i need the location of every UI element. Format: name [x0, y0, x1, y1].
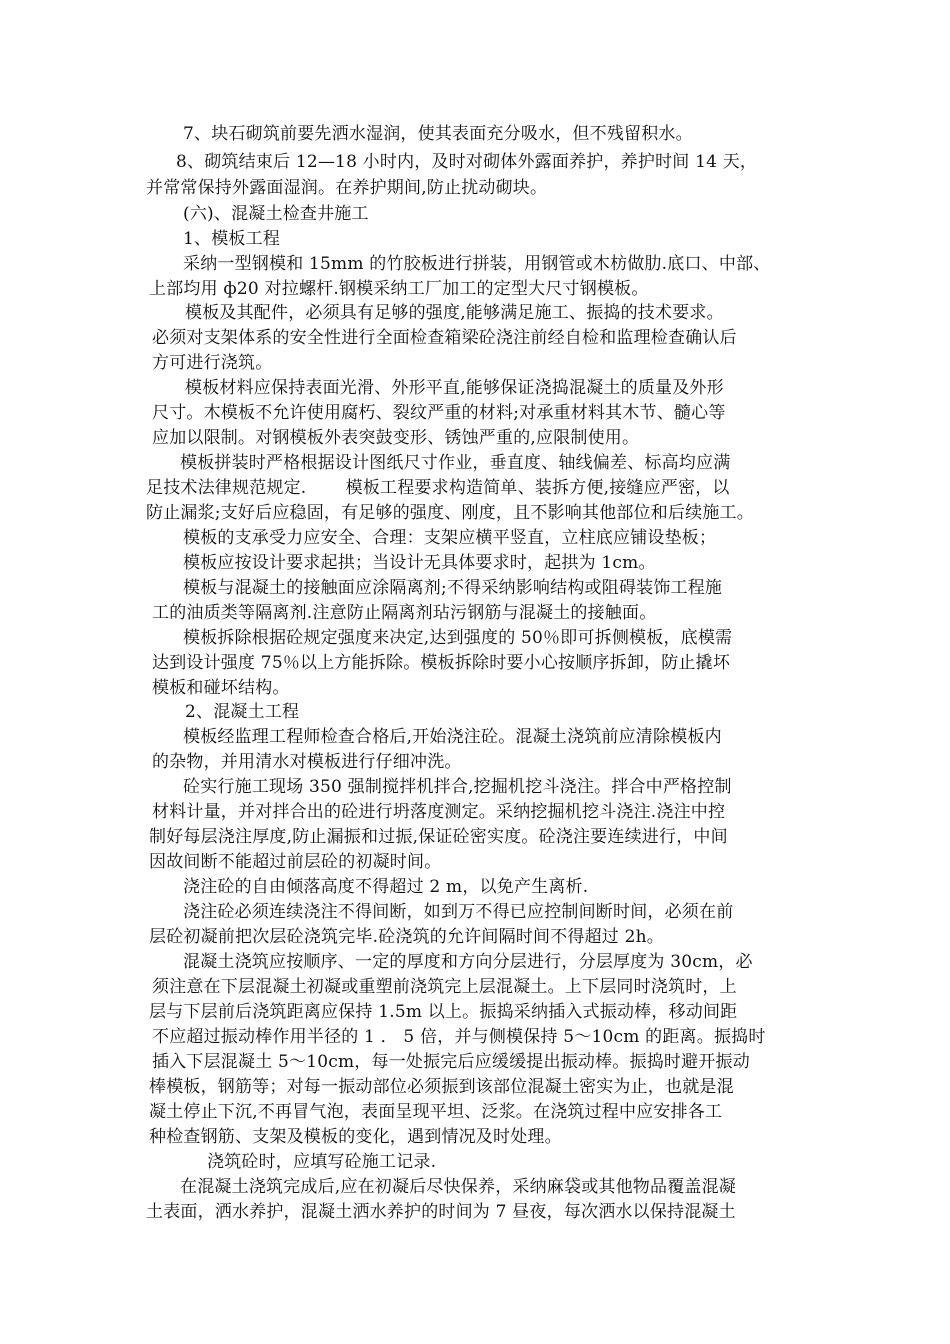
subsection-heading: 2、混凝土工程 [185, 702, 300, 722]
text-line: 模板拆除根据砼规定强度来决定,达到强度的 50％即可拆侧模板，底模需 [183, 628, 733, 648]
text-line: 因故间断不能超过前层砼的初凝时间。 [149, 852, 442, 872]
text-line: 应加以限制。对钢模板外表突鼓变形、锈蚀严重的,应限制使用。 [152, 428, 640, 448]
text-line: 浇注砼的自由倾落高度不得超过 2 m，以免产生离析. [183, 877, 589, 897]
text-line: 模板经监理工程师检查合格后,开始浇注砼。混凝土浇筑前应清除模板内 [183, 727, 722, 747]
text-line: 棒模板，钢筋等；对每一振动部位必须振到该部位混凝土密实为止，也就是混 [149, 1077, 734, 1097]
text-line: 上部均用 ф20 对拉螺杆.钢模采纳工厂加工的定型大尺寸钢模板。 [149, 279, 649, 299]
text-line: 7、块石砌筑前要先洒水湿润，使其表面充分吸水，但不残留积水。 [183, 124, 693, 144]
text-line: 材料计量，并对拌合出的砼进行坍落度测定。采纳挖掘机挖斗浇注.浇注中控 [152, 802, 726, 822]
text-line: 并常常保持外露面湿润。在养护期间,防止扰动砌块。 [146, 178, 548, 198]
text-line: 模板应按设计要求起拱；当设计无具体要求时，起拱为 1cm。 [183, 553, 656, 573]
text-line: 达到设计强度 75％以上方能拆除。模板拆除时要小心按顺序拆卸，防止撬坏 [152, 653, 731, 673]
text-line: 尺寸。木模板不允许使用腐朽、裂纹严重的材料;对承重材料其木节、髓心等 [152, 403, 726, 423]
text-line: 方可进行浇筑。 [152, 353, 273, 373]
text-line: 模板与混凝土的接触面应涂隔离剂;不得采纳影响结构或阻碍装饰工程施 [183, 578, 723, 598]
text-line: 插入下层混凝土 5～10cm，每一处振完后应缓缓提出振动棒。振捣时避开振动 [152, 1052, 750, 1072]
text-line: 防止漏浆;支好后应稳固，有足够的强度、刚度，且不影响其他部位和后续施工。 [146, 503, 754, 523]
text-line: 模板和碰坏结构。 [152, 678, 290, 698]
text-line: 制好每层浇注厚度,防止漏振和过振,保证砼密实度。砼浇注要连续进行，中间 [149, 827, 728, 847]
text-line: 工的油质类等隔离剂.注意防止隔离剂玷污钢筋与混凝土的接触面。 [152, 603, 657, 623]
text-line: 8、砌筑结束后 12—18 小时内，及时对砌体外露面养护，养护时间 14 天， [176, 152, 758, 172]
text-line: 种检查钢筋、支架及模板的变化，遇到情况及时处理。 [149, 1127, 562, 1147]
text-line: 混凝土浇筑应按顺序、一定的厚度和方向分层进行，分层厚度为 30cm，必 [183, 952, 753, 972]
text-line: 浇筑砼时，应填写砼施工记录. [207, 1152, 437, 1172]
text-line: 在混凝土浇筑完成后,应在初凝后尽快保养，采纳麻袋或其他物品覆盖混凝 [180, 1177, 737, 1197]
text-line: 不应超过振动棒作用半径的 1 ． 5 倍，并与侧模保持 5～10cm 的距离。振捣时 [152, 1027, 766, 1047]
text-line: 模板的支承受力应安全、合理：支架应横平竖直，立柱底应铺设垫板； [183, 528, 717, 548]
section-heading: (六)、混凝土检查井施工 [183, 204, 369, 224]
text-line: 模板拼装时严格根据设计图纸尺寸作业，垂直度、轴线偏差、标高均应满 [180, 453, 731, 473]
text-line: 足技术法律规范规定. 模板工程要求构造简单、装拆方便,接缝应严密，以 [146, 478, 730, 498]
text-line: 层与下层前后浇筑距离应保持 1.5m 以上。振捣采纳插入式振动棒，移动间距 [149, 1002, 738, 1022]
text-line: 模板及其配件，必须具有足够的强度,能够满足施工、振捣的技术要求。 [185, 303, 724, 323]
text-line: 层砼初凝前把次层砼浇筑完毕.砼浇筑的允许间隔时间不得超过 2h。 [149, 927, 664, 947]
text-line: 模板材料应保持表面光滑、外形平直,能够保证浇捣混凝土的质量及外形 [185, 378, 724, 398]
text-line: 须注意在下层混凝土初凝或重塑前浇筑完上层混凝土。上下层同时浇筑时，上 [152, 977, 737, 997]
text-line: 浇注砼必须连续浇注不得间断，如到万不得已应控制间断时间，必须在前 [183, 902, 734, 922]
text-line: 采纳一型钢模和 15mm 的竹胶板进行拼装，用钢管或木枋做肋.底口、中部、 [183, 254, 771, 274]
text-line: 砼实行施工现场 350 强制搅拌机拌合,挖掘机挖斗浇注。拌合中严格控制 [183, 777, 732, 797]
subsection-heading: 1、模板工程 [183, 229, 281, 249]
text-line: 土表面，洒水养护，混凝土洒水养护的时间为 7 昼夜，每次洒水以保持混凝土 [146, 1202, 736, 1222]
text-line: 的杂物，并用清水对模板进行仔细冲洗。 [152, 752, 462, 772]
text-line: 必须对支架体系的安全性进行全面检查箱梁砼浇注前经自检和监理检查确认后 [152, 328, 737, 348]
text-line: 凝土停止下沉,不再冒气泡，表面呈现平坦、泛浆。在浇筑过程中应安排各工 [149, 1102, 723, 1122]
